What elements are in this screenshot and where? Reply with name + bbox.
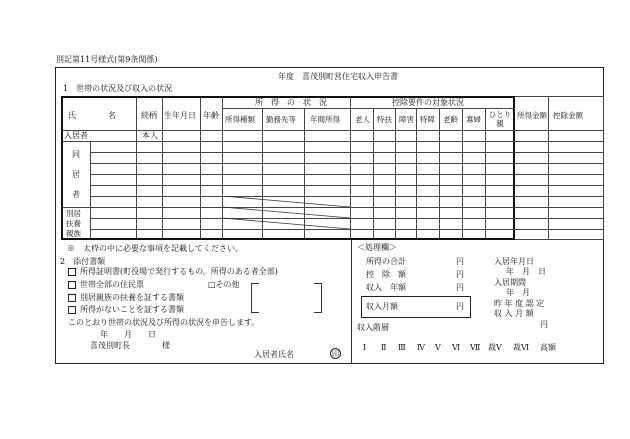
deduction-yen: 円 (456, 270, 464, 279)
monthly-income-label: 収入月額 (366, 302, 398, 311)
row-applicant: 入居者 (64, 131, 88, 140)
col-special-disabled: 特障 (420, 115, 435, 124)
col-relation: 続柄 (141, 111, 157, 120)
other-bracket-left (251, 283, 259, 313)
col-aged: 老齢 (443, 115, 458, 124)
processing-title: ＜処理欄＞ (357, 243, 397, 252)
form-reference: 別記第11号様式(第9条関係) (56, 55, 158, 64)
class-7[interactable]: Ⅶ (470, 343, 481, 352)
period-label: 入居期間 (494, 278, 526, 287)
monthly-recognized-label: 収 入 月 額 (494, 309, 534, 318)
row-separate-2: 扶養 (66, 219, 81, 228)
col-deduction-amount: 控除金額 (553, 111, 583, 120)
annual-income-label: 収入 年額 (366, 283, 406, 292)
total-income-label: 所得の合計 (366, 257, 406, 266)
col-income-type: 所得種類 (225, 115, 255, 124)
col-annual-income: 年間所得 (310, 115, 340, 124)
total-income-yen: 円 (456, 257, 464, 266)
move-in-date-label: 入居年月日 (494, 257, 534, 266)
class-5[interactable]: Ⅴ (435, 343, 441, 352)
col-name: 氏 名 (68, 111, 116, 120)
class-9[interactable]: 裁Ⅵ (513, 343, 530, 352)
monthly-recognized-yen: 円 (540, 320, 548, 329)
section-2-heading: 2 添付書類 (60, 257, 106, 266)
income-class-label: 収入階層 (357, 323, 389, 332)
col-employer: 勤務先等 (266, 115, 296, 124)
attachment-4: 所得がないことを証する書類 (80, 305, 184, 314)
deduction-label: 控 除 額 (366, 270, 406, 279)
col-special-dependent: 特扶 (377, 115, 392, 124)
row-cohabitant-2: 居 (72, 170, 80, 179)
row-cohabitant-1: 同 (72, 150, 80, 159)
fill-note: ※ 太枠の中に必要な事項を記載してください。 (67, 244, 243, 253)
attachment-checkbox-1[interactable] (68, 268, 76, 276)
row-cohabitant-3: 者 (72, 190, 80, 199)
attachment-checkbox-2[interactable] (68, 281, 76, 289)
resident-name-label: 入居者氏名 (254, 350, 294, 359)
date-line: 年 月 日 (100, 330, 156, 339)
col-income-status: 所 得 の 状 況 (255, 98, 327, 107)
move-in-date-value: 年 月 日 (506, 267, 546, 276)
row-separate-1: 別居 (66, 209, 81, 218)
period-value: 年 月 (506, 288, 530, 297)
col-widow: 寡婦 (466, 115, 481, 124)
form-title: 年度 喜茂別町営住宅収入申告書 (278, 72, 398, 81)
mayor-address: 喜茂別町長 様 (90, 341, 170, 350)
col-birth: 生年月日 (164, 111, 196, 120)
row-separate-3: 親族 (66, 229, 81, 238)
class-1[interactable]: Ⅰ (363, 343, 367, 352)
class-8[interactable]: 裁Ⅴ (488, 343, 502, 352)
seal-mark: 印 (332, 350, 339, 358)
attachment-3: 別居親族の扶養を証する書類 (80, 293, 184, 302)
annual-income-yen: 円 (456, 283, 464, 292)
col-single-parent: ひとり親 (488, 110, 512, 128)
applicant-relation: 本人 (142, 131, 158, 140)
attachment-1: 所得証明書(町役場で発行するもの。所得のある者全部) (80, 267, 278, 276)
declaration: このとおり世帯の状況及び所得の状況を申告します。 (68, 318, 260, 327)
col-elderly: 老人 (355, 115, 370, 124)
other-bracket-right (314, 283, 322, 313)
col-deduction-status: 控除要件の対象状況 (392, 98, 464, 107)
attachment-checkbox-4[interactable] (68, 306, 76, 314)
attachment-checkbox-3[interactable] (68, 294, 76, 302)
monthly-income-yen: 円 (456, 302, 464, 311)
strike-lines (222, 196, 350, 240)
prev-year-label: 昨 年 度 認 定 (494, 299, 545, 308)
section-1-heading: 1 世帯の状況及び収入の状況 (63, 84, 173, 93)
class-4[interactable]: Ⅳ (417, 343, 425, 352)
class-2[interactable]: Ⅱ (381, 343, 387, 352)
attachment-2: 世帯全部の住民票 (80, 280, 144, 289)
col-income-amount: 所得金額 (517, 111, 547, 120)
class-10[interactable]: 高額 (540, 343, 556, 352)
class-6[interactable]: Ⅵ (452, 343, 461, 352)
col-age: 年齢 (203, 111, 219, 120)
attachment-other[interactable]: □その他 (208, 280, 240, 289)
col-disabled: 障害 (399, 115, 414, 124)
class-3[interactable]: Ⅲ (398, 343, 406, 352)
